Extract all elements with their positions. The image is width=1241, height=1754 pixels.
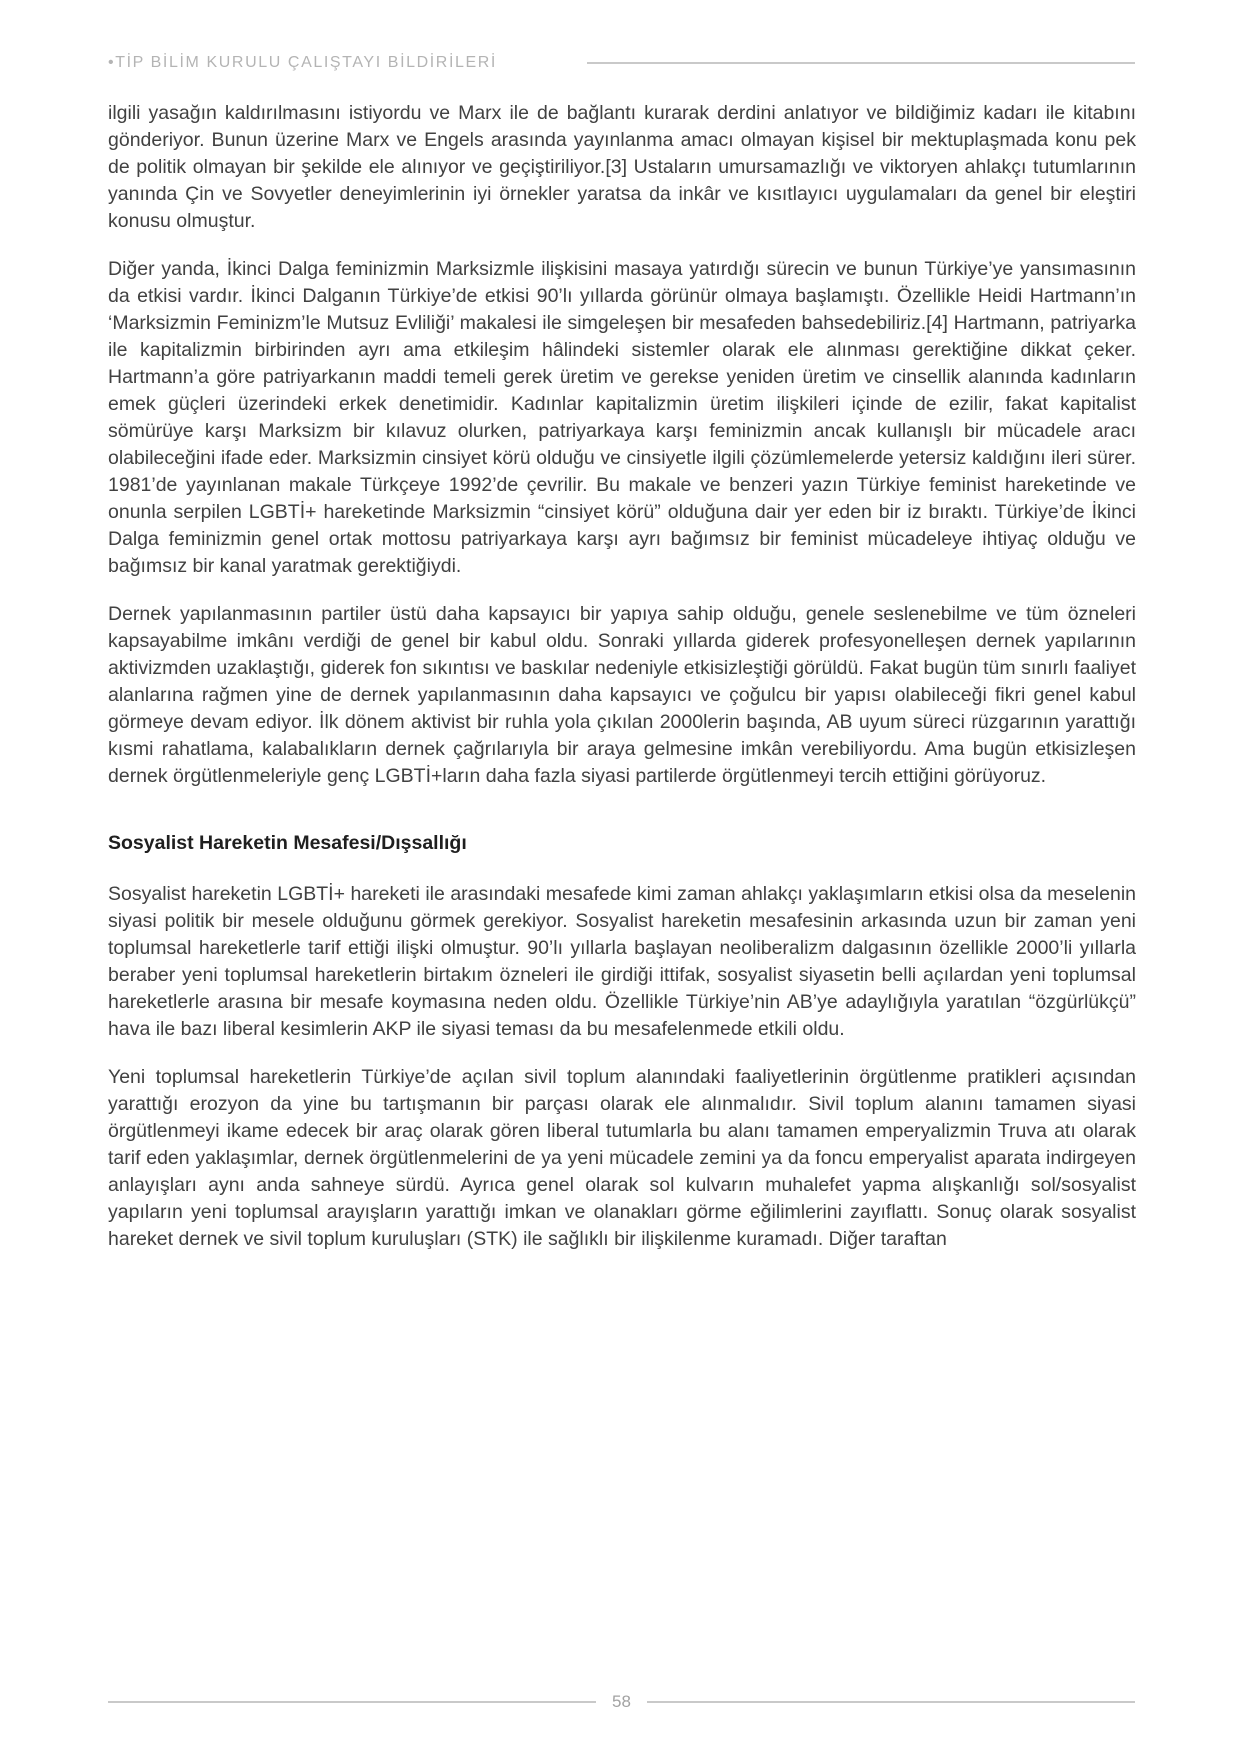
section-heading: Sosyalist Hareketin Mesafesi/Dışsallığı: [108, 832, 467, 854]
document-body: [108, 100, 1136, 1274]
header-title: •TİP BİLİM KURULU ÇALIŞTAYI BİLDİRİLERİ: [108, 54, 497, 71]
body-paragraph-1: ilgili yasağın kaldırılmasını istiyordu ve Marx ile de bağlantı kurarak derdini anlatıyor ve bildiğimiz kadarı ile kitabını gönderiyor. Bunun üzerine Marx ve Engels arasında yayınlanma amacı olmayan kişisel bir mektuplaşmada konu pek de politik olmayan bir şekilde ele alınıyor ve geçiştiriliyor.[3] Ustaların umursamazlığı ve viktoryen ahlakçı tutumlarının yanında Çin ve Sovyetler deneyimlerinin iyi örnekler yaratsa da inkâr ve kısıtlayıcı uygulamaları da genel bir eleştiri konusu olmuştur.: [108, 102, 1136, 232]
body-paragraph-3: Dernek yapılanmasının partiler üstü daha kapsayıcı bir yapıya sahip olduğu, genele seslenebilme ve tüm özneleri kapsayabilme imkânı verdiği de genel bir kabul oldu. Sonraki yıllarda giderek profesyonelleşen dernek yapılarının aktivizmden uzaklaştığı, giderek fon sıkıntısı ve baskılar nedeniyle etkisizleştiği görüldü. Fakat bugün tüm sınırlı faaliyet alanlarına rağmen yine de dernek yapılanmasının daha kapsayıcı ve çoğulcu bir yapısı olabileceği fikri genel kabul görmeye devam ediyor. İlk dönem aktivist bir ruhla yola çıkılan 2000lerin başında, AB uyum süreci rüzgarının yarattığı kısmi rahatlama, kalabalıkların dernek çağrılarıyla bir araya gelmesine imkân verebiliyordu. Ama bugün etkisizleşen dernek örgütlenmeleriyle genç LGBTİ+ların daha fazla siyasi partilerde örgütlenmeyi tercih ettiğini görüyoruz.: [108, 603, 1136, 787]
page-number: 58: [612, 1692, 631, 1711]
body-paragraph-4: Sosyalist hareketin LGBTİ+ hareketi ile arasındaki mesafede kimi zaman ahlakçı yaklaşımların etkisi olsa da meselenin siyasi politik bir mesele olduğunu görmek gerekiyor. Sosyalist hareketin mesafesinin arkasında uzun bir zaman yeni toplumsal hareketlerle tarif ettiği ilişki olmuştur. 90’lı yıllarla başlayan neoliberalizm dalgasının özellikle 2000’li yıllarla beraber yeni toplumsal hareketlerin birtakım özneleri ile girdiği ittifak, sosyalist siyasetin belli açılardan yeni toplumsal hareketlerle arasına bir mesafe koymasına neden oldu. Özellikle Türkiye’nin AB’ye adaylığıyla yaratılan “özgürlükçü” hava ile bazı liberal kesimlerin AKP ile siyasi teması da bu mesafelenmede etkili oldu.: [108, 883, 1136, 1040]
header-rule: [587, 62, 1135, 64]
footer-rule-right: [647, 1701, 1135, 1703]
footer-rule-left: [108, 1701, 596, 1703]
page-footer: [108, 1692, 1135, 1712]
body-paragraph-2: Diğer yanda, İkinci Dalga feminizmin Marksizmle ilişkisini masaya yatırdığı sürecin ve bunun Türkiye’ye yansımasının da etkisi vardır. İkinci Dalganın Türkiye’de etkisi 90’lı yıllarda görünür olmaya başlamıştı. Özellikle Heidi Hartmann’ın ‘Marksizmin Feminizm’le Mutsuz Evliliği’ makalesi ile simgeleşen bir mesafeden bahsedebiliriz.[4] Hartmann, patriyarka ile kapitalizmin birbirinden ayrı ama etkileşim hâlindeki sistemler olarak ele alınması gerektiğine dikkat çeker. Hartmann’a göre patriyarkanın maddi temeli gerek üretim ve gerekse yeniden üretim ve cinsellik alanında kadınların emek güçleri üzerindeki erkek denetimidir. Kadınlar kapitalizmin üretim ilişkileri içinde de ezilir, fakat kapitalist sömürüye karşı Marksizm bir kılavuz olurken, patriyarkaya karşı feminizmin ancak kullanışlı bir mücadele aracı olabileceğini ifade eder. Marksizmin cinsiyet körü olduğu ve cinsiyetle ilgili çözümlemelerde yetersiz kaldığını ileri sürer. 1981’de yayınlanan makale Türkçeye 1992’de çevrilir. Bu makale ve benzeri yazın Türkiye feminist hareketinde ve onunla serpilen LGBTİ+ hareketinde Marksizmin “cinsiyet körü” olduğuna dair yer eden bir iz bıraktı. Türkiye’de İkinci Dalga feminizmin genel ortak mottosu patriyarkaya karşı ayrı bağımsız bir feminist mücadeleye ihtiyaç olduğu ve bağımsız bir kanal yaratmak gerektiğiydi.: [108, 258, 1136, 577]
page-header: [108, 54, 1135, 72]
body-paragraph-5: Yeni toplumsal hareketlerin Türkiye’de açılan sivil toplum alanındaki faaliyetlerinin örgütlenme pratikleri açısından yarattığı erozyon da yine bu tartışmanın bir parçası olarak ele alınmalıdır. Sivil toplum alanını tamamen siyasi örgütlenmeyi ikame edecek bir araç olarak gören liberal tutumlarla bu alanı tamamen emperyalizmin Truva atı olarak tarif eden yaklaşımlar, dernek örgütlenmelerini de ya yeni mücadele zemini ya da foncu emperyalist aparata indirgeyen anlayışları aynı anda sahneye sürdü. Ayrıca genel olarak sol kulvarın muhalefet yapma alışkanlığı sol/sosyalist yapıların yeni toplumsal arayışların yarattığı imkan ve olanakları görme eğilimlerini zayıflattı. Sonuç olarak sosyalist hareket dernek ve sivil toplum kuruluşları (STK) ile sağlıklı bir ilişkilenme kuramadı. Diğer taraftan: [108, 1066, 1136, 1250]
